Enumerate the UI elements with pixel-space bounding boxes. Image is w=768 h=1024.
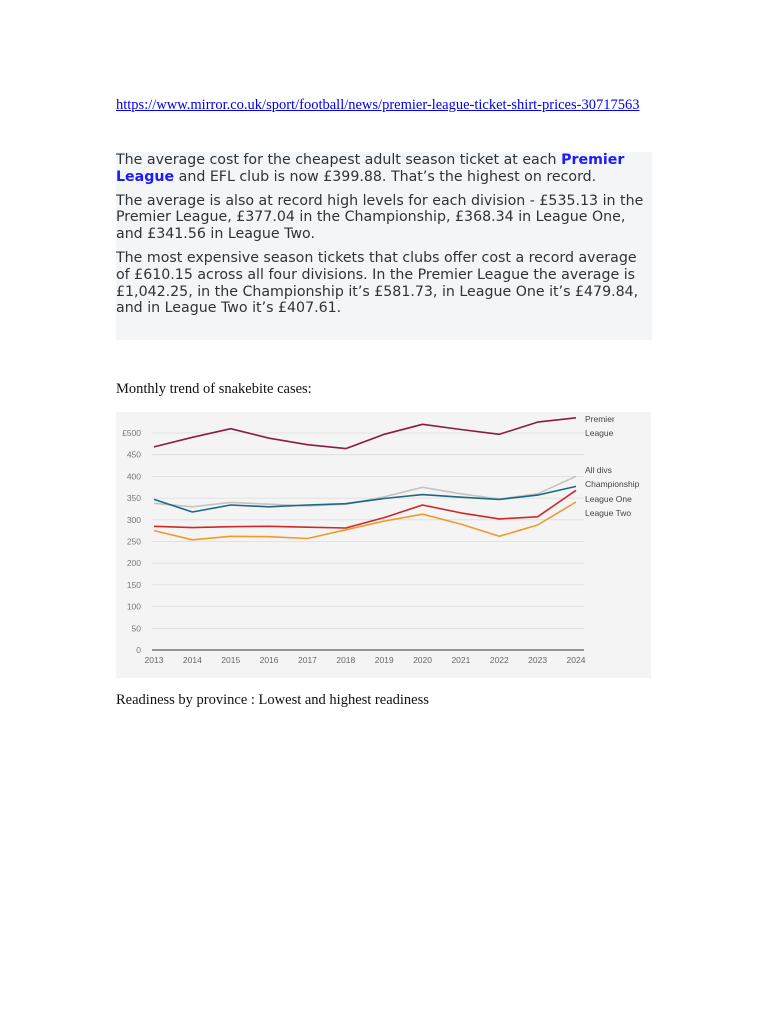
y-tick-label: 350 [126, 493, 141, 504]
source-link[interactable]: https://www.mirror.co.uk/sport/football/news/premier-league-ticket-shirt-prices-30717563 [116, 97, 640, 113]
x-tick-label: 2021 [451, 655, 471, 665]
y-tick-label: 0 [136, 645, 141, 655]
legend-label: League [585, 428, 614, 438]
p1-after: and EFL club is now £399.88. That’s the highest on record. [174, 168, 597, 185]
article-quote [116, 152, 652, 340]
x-tick-label: 2017 [297, 655, 317, 665]
y-tick-label: 300 [126, 514, 141, 525]
y-tick-label: 150 [126, 579, 141, 590]
x-tick-label: 2023 [528, 655, 548, 665]
article-paragraph-2: The average is also at record high levels for each division - £535.13 in the Premier League, £377.04 in the Championship, £368.34 in League One, and £341.56 in League Two. [116, 192, 644, 243]
y-tick-label: 450 [126, 449, 141, 460]
y-tick-label: 200 [126, 558, 141, 569]
article-paragraph-3: The most expensive season tickets that clubs offer cost a record average of £610.15 across all four divisions. In the Premier League the average is £1,042.25, in the Championship it’s £581.73, in League One it’s £479.84, and in League Two it’s £407.61. [116, 249, 639, 317]
x-tick-label: 2018 [336, 655, 356, 665]
y-tick-label: 100 [126, 601, 141, 612]
x-tick-label: 2014 [182, 655, 202, 665]
legend-label: Championship [585, 479, 640, 489]
series-line [154, 486, 576, 512]
bottom-caption: Readiness by province : Lowest and highest readiness [116, 692, 429, 708]
x-tick-label: 2020 [413, 655, 433, 665]
x-tick-label: 2019 [374, 655, 394, 665]
series-line [154, 476, 576, 506]
y-tick-label: 50 [131, 623, 141, 634]
x-tick-label: 2015 [221, 655, 241, 665]
x-tick-label: 2016 [259, 655, 279, 665]
series-line [154, 490, 576, 528]
y-tick-label: 400 [126, 471, 141, 482]
y-tick-label: 250 [126, 536, 141, 547]
chart-caption: Monthly trend of snakebite cases: [116, 381, 312, 397]
season-ticket-chart [116, 412, 651, 678]
p1-before: The average cost for the cheapest adult season ticket at each [116, 152, 562, 168]
x-tick-label: 2013 [144, 655, 164, 665]
y-tick-label: £500 [122, 428, 141, 438]
x-tick-label: 2024 [566, 655, 586, 665]
legend-label: All divs [585, 465, 612, 475]
legend-label: League One [585, 494, 632, 504]
legend-label: Premier [585, 414, 615, 424]
article-paragraph-1 [116, 152, 652, 186]
chart-svg [116, 412, 651, 678]
x-tick-label: 2022 [489, 655, 509, 665]
premier-league-link[interactable]: Premier League [116, 152, 625, 185]
legend-label: League Two [585, 508, 632, 518]
